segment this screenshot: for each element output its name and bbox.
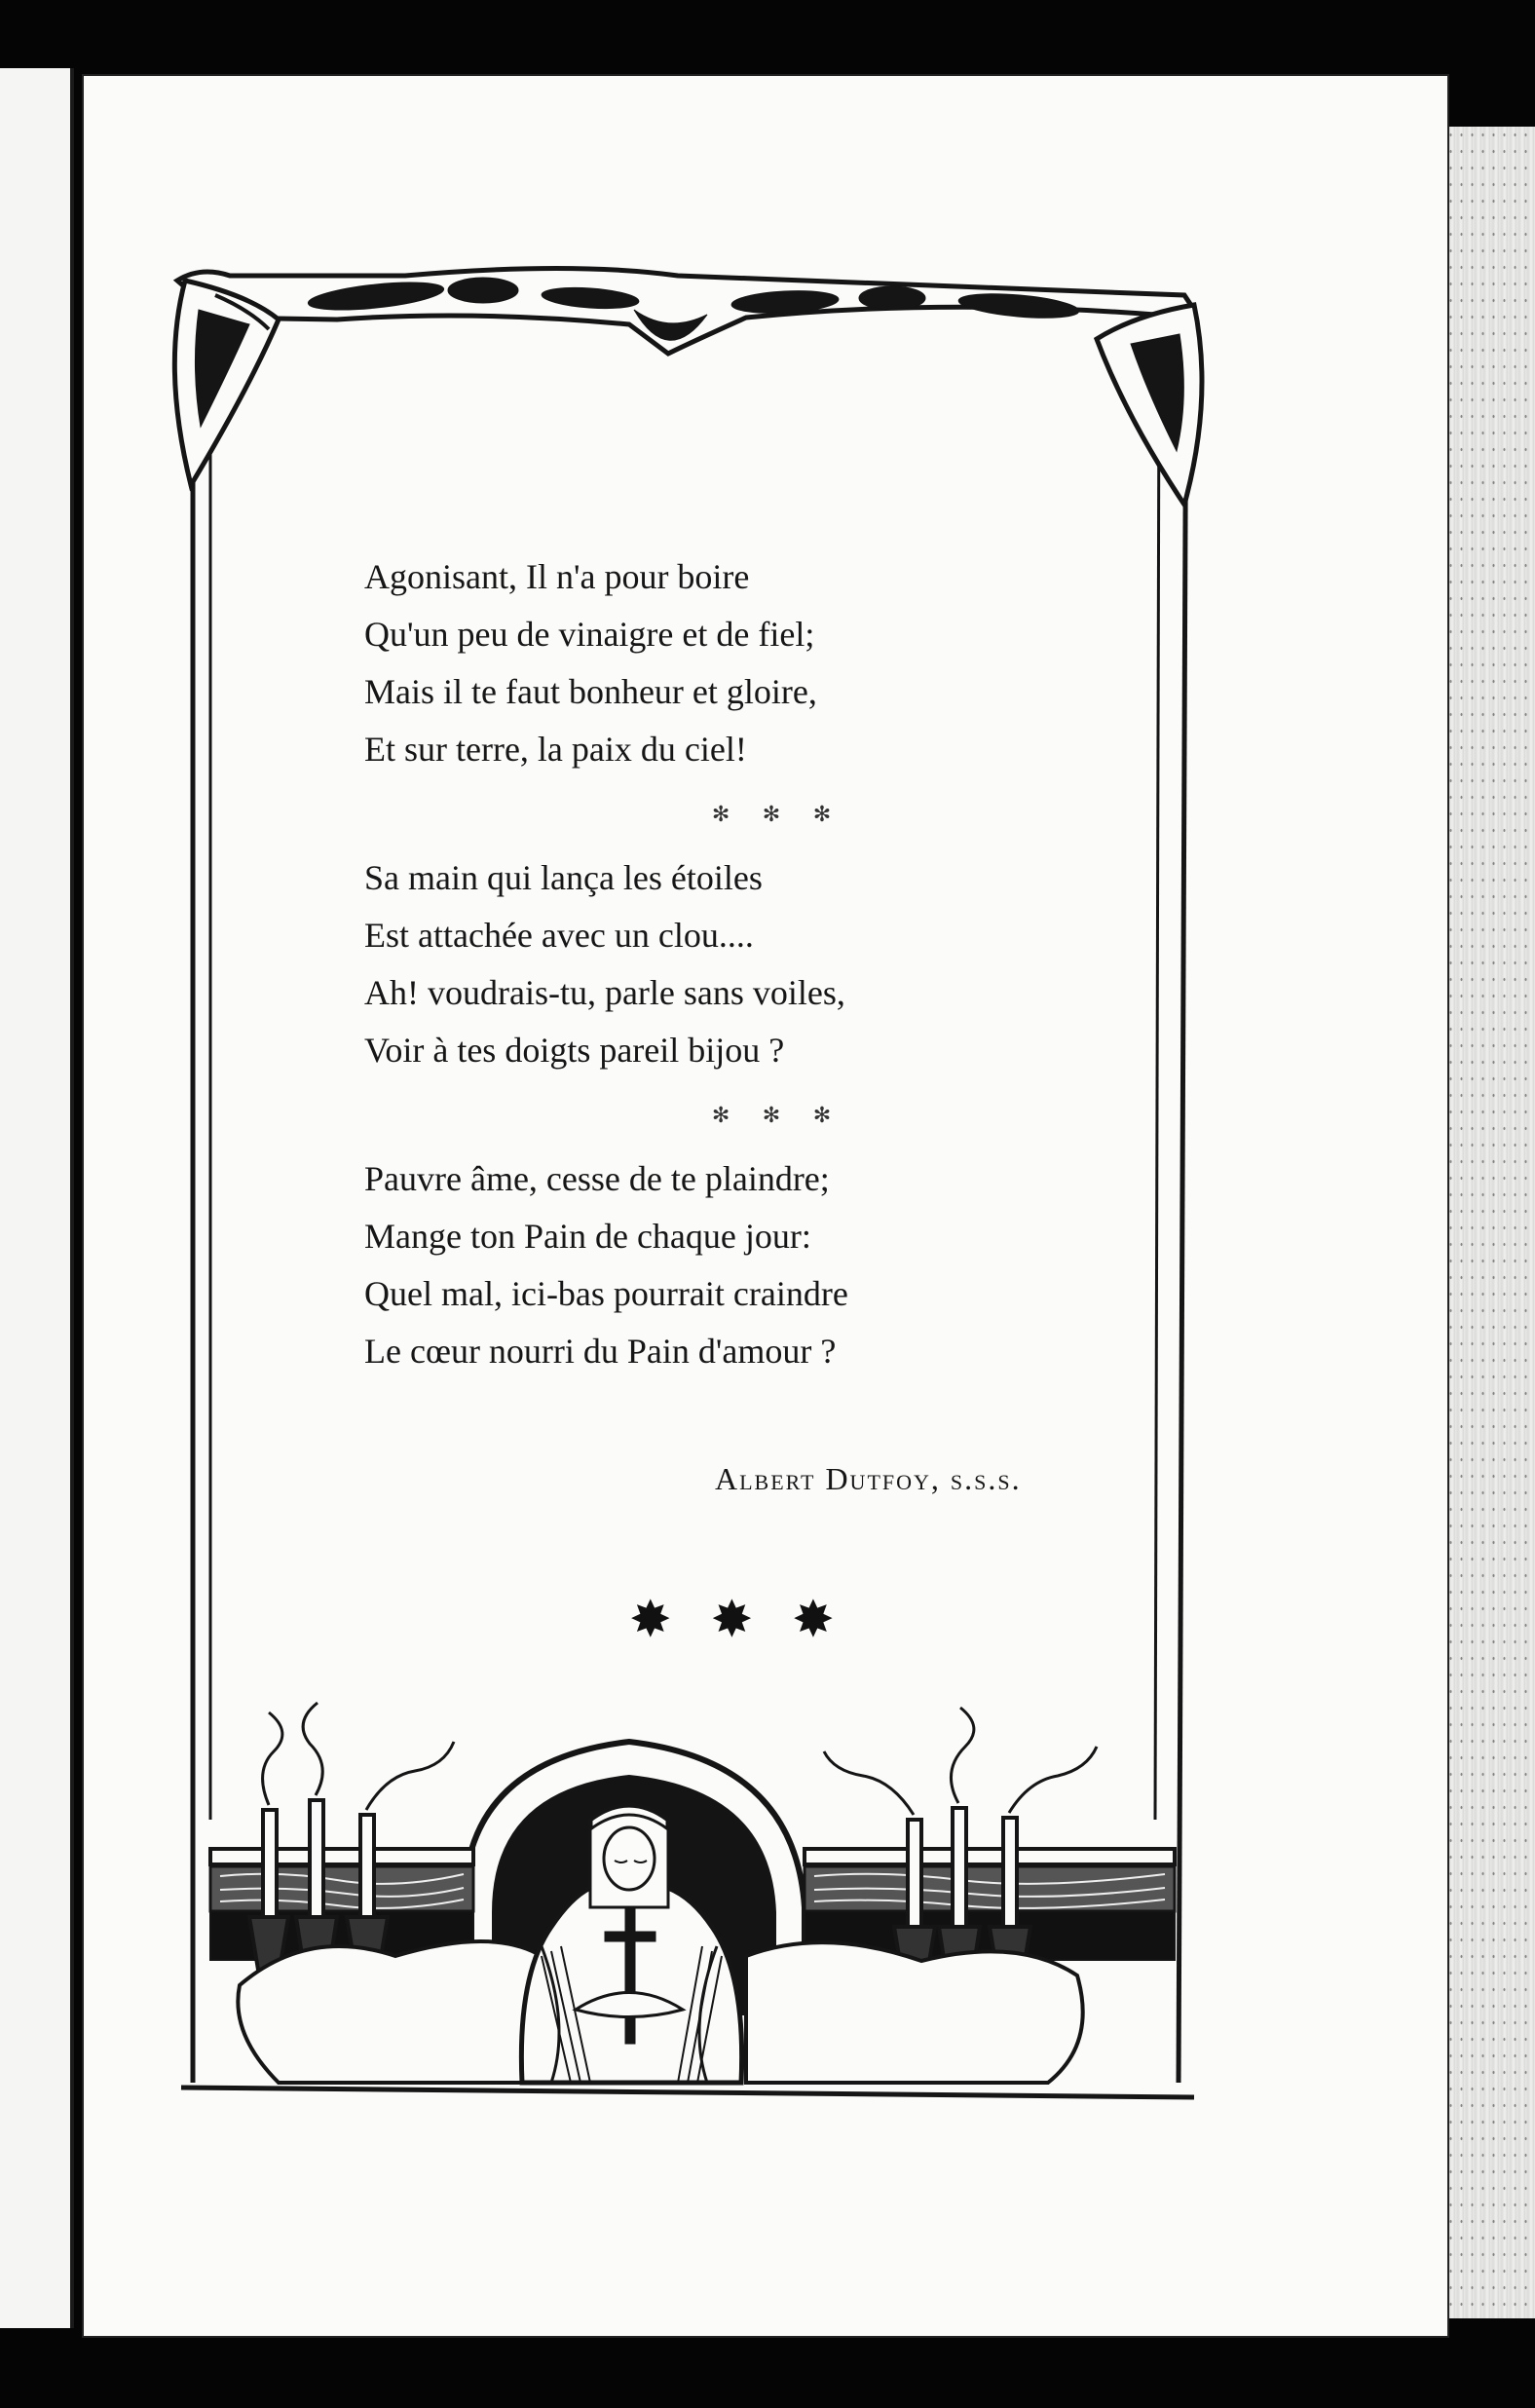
author-signature: Albert Dutfoy, s.s.s. [715, 1461, 1022, 1496]
stanza-3 [364, 1150, 1143, 1380]
stanza-2 [364, 849, 1143, 1079]
poem-line: Et sur terre, la paix du ciel! [364, 730, 747, 769]
left-page-edge [0, 68, 74, 2328]
stanza-1 [364, 548, 1143, 778]
stanza-separator: ✻ ✻ ✻ [711, 802, 845, 826]
poem-line: Est attachée avec un clou.... [364, 916, 754, 955]
poem-line: Pauvre âme, cesse de te plaindre; [364, 1159, 830, 1198]
poem-line: Mais il te faut bonheur et gloire, [364, 672, 817, 711]
poem-line: Mange ton Pain de chaque jour: [364, 1217, 811, 1256]
poem-line: Ah! voudrais-tu, parle sans voiles, [364, 973, 845, 1012]
poem-line: Quel mal, ici-bas pourrait craindre [364, 1274, 848, 1313]
top-ornament [174, 269, 1202, 506]
closing-ornament: ✸✸✸ [629, 1591, 874, 1649]
poem-line: Qu'un peu de vinaigre et de fiel; [364, 615, 815, 654]
nun-illustration [210, 1703, 1175, 2083]
poem [364, 548, 1143, 1380]
stanza-separator: ✻ ✻ ✻ [711, 1103, 845, 1127]
poem-line: Le cœur nourri du Pain d'amour ? [364, 1332, 837, 1371]
poem-line: Agonisant, Il n'a pour boire [364, 557, 750, 596]
book-page [84, 76, 1447, 2336]
poem-line: Voir à tes doigts pareil bijou ? [364, 1031, 785, 1070]
poem-line: Sa main qui lança les étoiles [364, 858, 763, 897]
